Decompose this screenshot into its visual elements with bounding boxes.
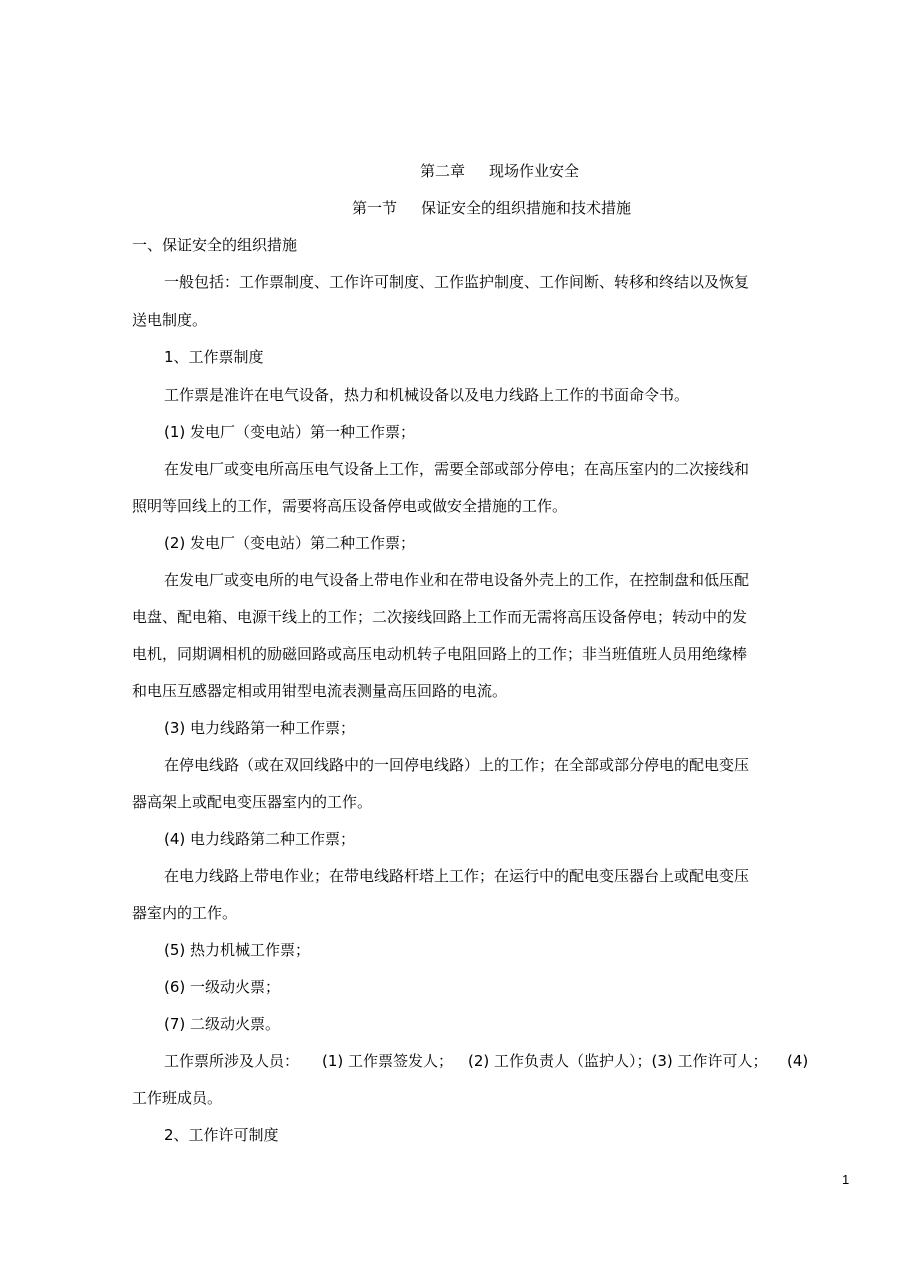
- staff-role-1: (1) 工作票签发人；: [322, 1052, 454, 1070]
- item-4-line-2: 器室内的工作。: [132, 904, 238, 922]
- subheading-work-permit-system: 2、工作许可制度: [164, 1126, 279, 1144]
- section-title: [352, 198, 631, 218]
- item-2-line-3: 电机，同期调相机的励磁回路或高压电动机转子电阻回路上的工作；非当班值班人员用绝缘棒: [132, 645, 748, 663]
- work-ticket-definition: 工作票是准许在电气设备，热力和机械设备以及电力线路上工作的书面命令书。: [164, 386, 690, 404]
- heading-organizational-measures: 一、保证安全的组织措施: [132, 236, 298, 254]
- section-number: 第一节: [352, 199, 398, 217]
- item-5-title: (5) 热力机械工作票；: [164, 941, 311, 959]
- intro-line-1: 一般包括：工作票制度、工作许可制度、工作监护制度、工作间断、转移和终结以及恢复: [164, 273, 750, 291]
- item-1-line-1: 在发电厂或变电所高压电气设备上工作，需要全部或部分停电；在高压室内的二次接线和: [164, 460, 750, 478]
- section-name: 保证安全的组织措施和技术措施: [421, 199, 632, 217]
- chapter-name: 现场作业安全: [489, 162, 580, 180]
- subheading-work-ticket-system: 1、工作票制度: [164, 348, 264, 366]
- staff-role-4-number: (4): [787, 1052, 809, 1070]
- item-1-title: (1) 发电厂（变电站）第一种工作票；: [164, 423, 416, 441]
- staff-line-2: 工作班成员。: [132, 1089, 223, 1107]
- item-3-line-1: 在停电线路（或在双回线路中的一回停电线路）上的工作；在全部或部分停电的配电变压: [164, 756, 750, 774]
- item-3-title: (3) 电力线路第一种工作票；: [164, 719, 356, 737]
- item-3-line-2: 器高架上或配电变压器室内的工作。: [132, 793, 373, 811]
- item-2-line-1: 在发电厂或变电所的电气设备上带电作业和在带电设备外壳上的工作，在控制盘和低压配: [164, 571, 750, 589]
- item-1-line-2: 照明等回线上的工作，需要将高压设备停电或做安全措施的工作。: [132, 497, 568, 515]
- staff-lead: 工作票所涉及人员：: [164, 1052, 300, 1070]
- staff-role-2-3: (2) 工作负责人（监护人）；(3) 工作许可人；: [468, 1052, 768, 1070]
- item-2-line-4: 和电压互感器定相或用钳型电流表测量高压回路的电流。: [132, 682, 508, 700]
- intro-line-2: 送电制度。: [132, 311, 208, 329]
- item-4-title: (4) 电力线路第二种工作票；: [164, 830, 356, 848]
- page-number: 1: [842, 1172, 850, 1187]
- item-7-title: (7) 二级动火票。: [164, 1015, 281, 1033]
- chapter-number: 第二章: [420, 162, 466, 180]
- chapter-title: [420, 161, 579, 181]
- item-6-title: (6) 一级动火票；: [164, 978, 281, 996]
- item-2-title: (2) 发电厂（变电站）第二种工作票；: [164, 534, 416, 552]
- item-2-line-2: 电盘、配电箱、电源干线上的工作；二次接线回路上工作而无需将高压设备停电；转动中的发: [132, 608, 748, 626]
- item-4-line-1: 在电力线路上带电作业；在带电线路杆塔上工作；在运行中的配电变压器台上或配电变压: [164, 867, 750, 885]
